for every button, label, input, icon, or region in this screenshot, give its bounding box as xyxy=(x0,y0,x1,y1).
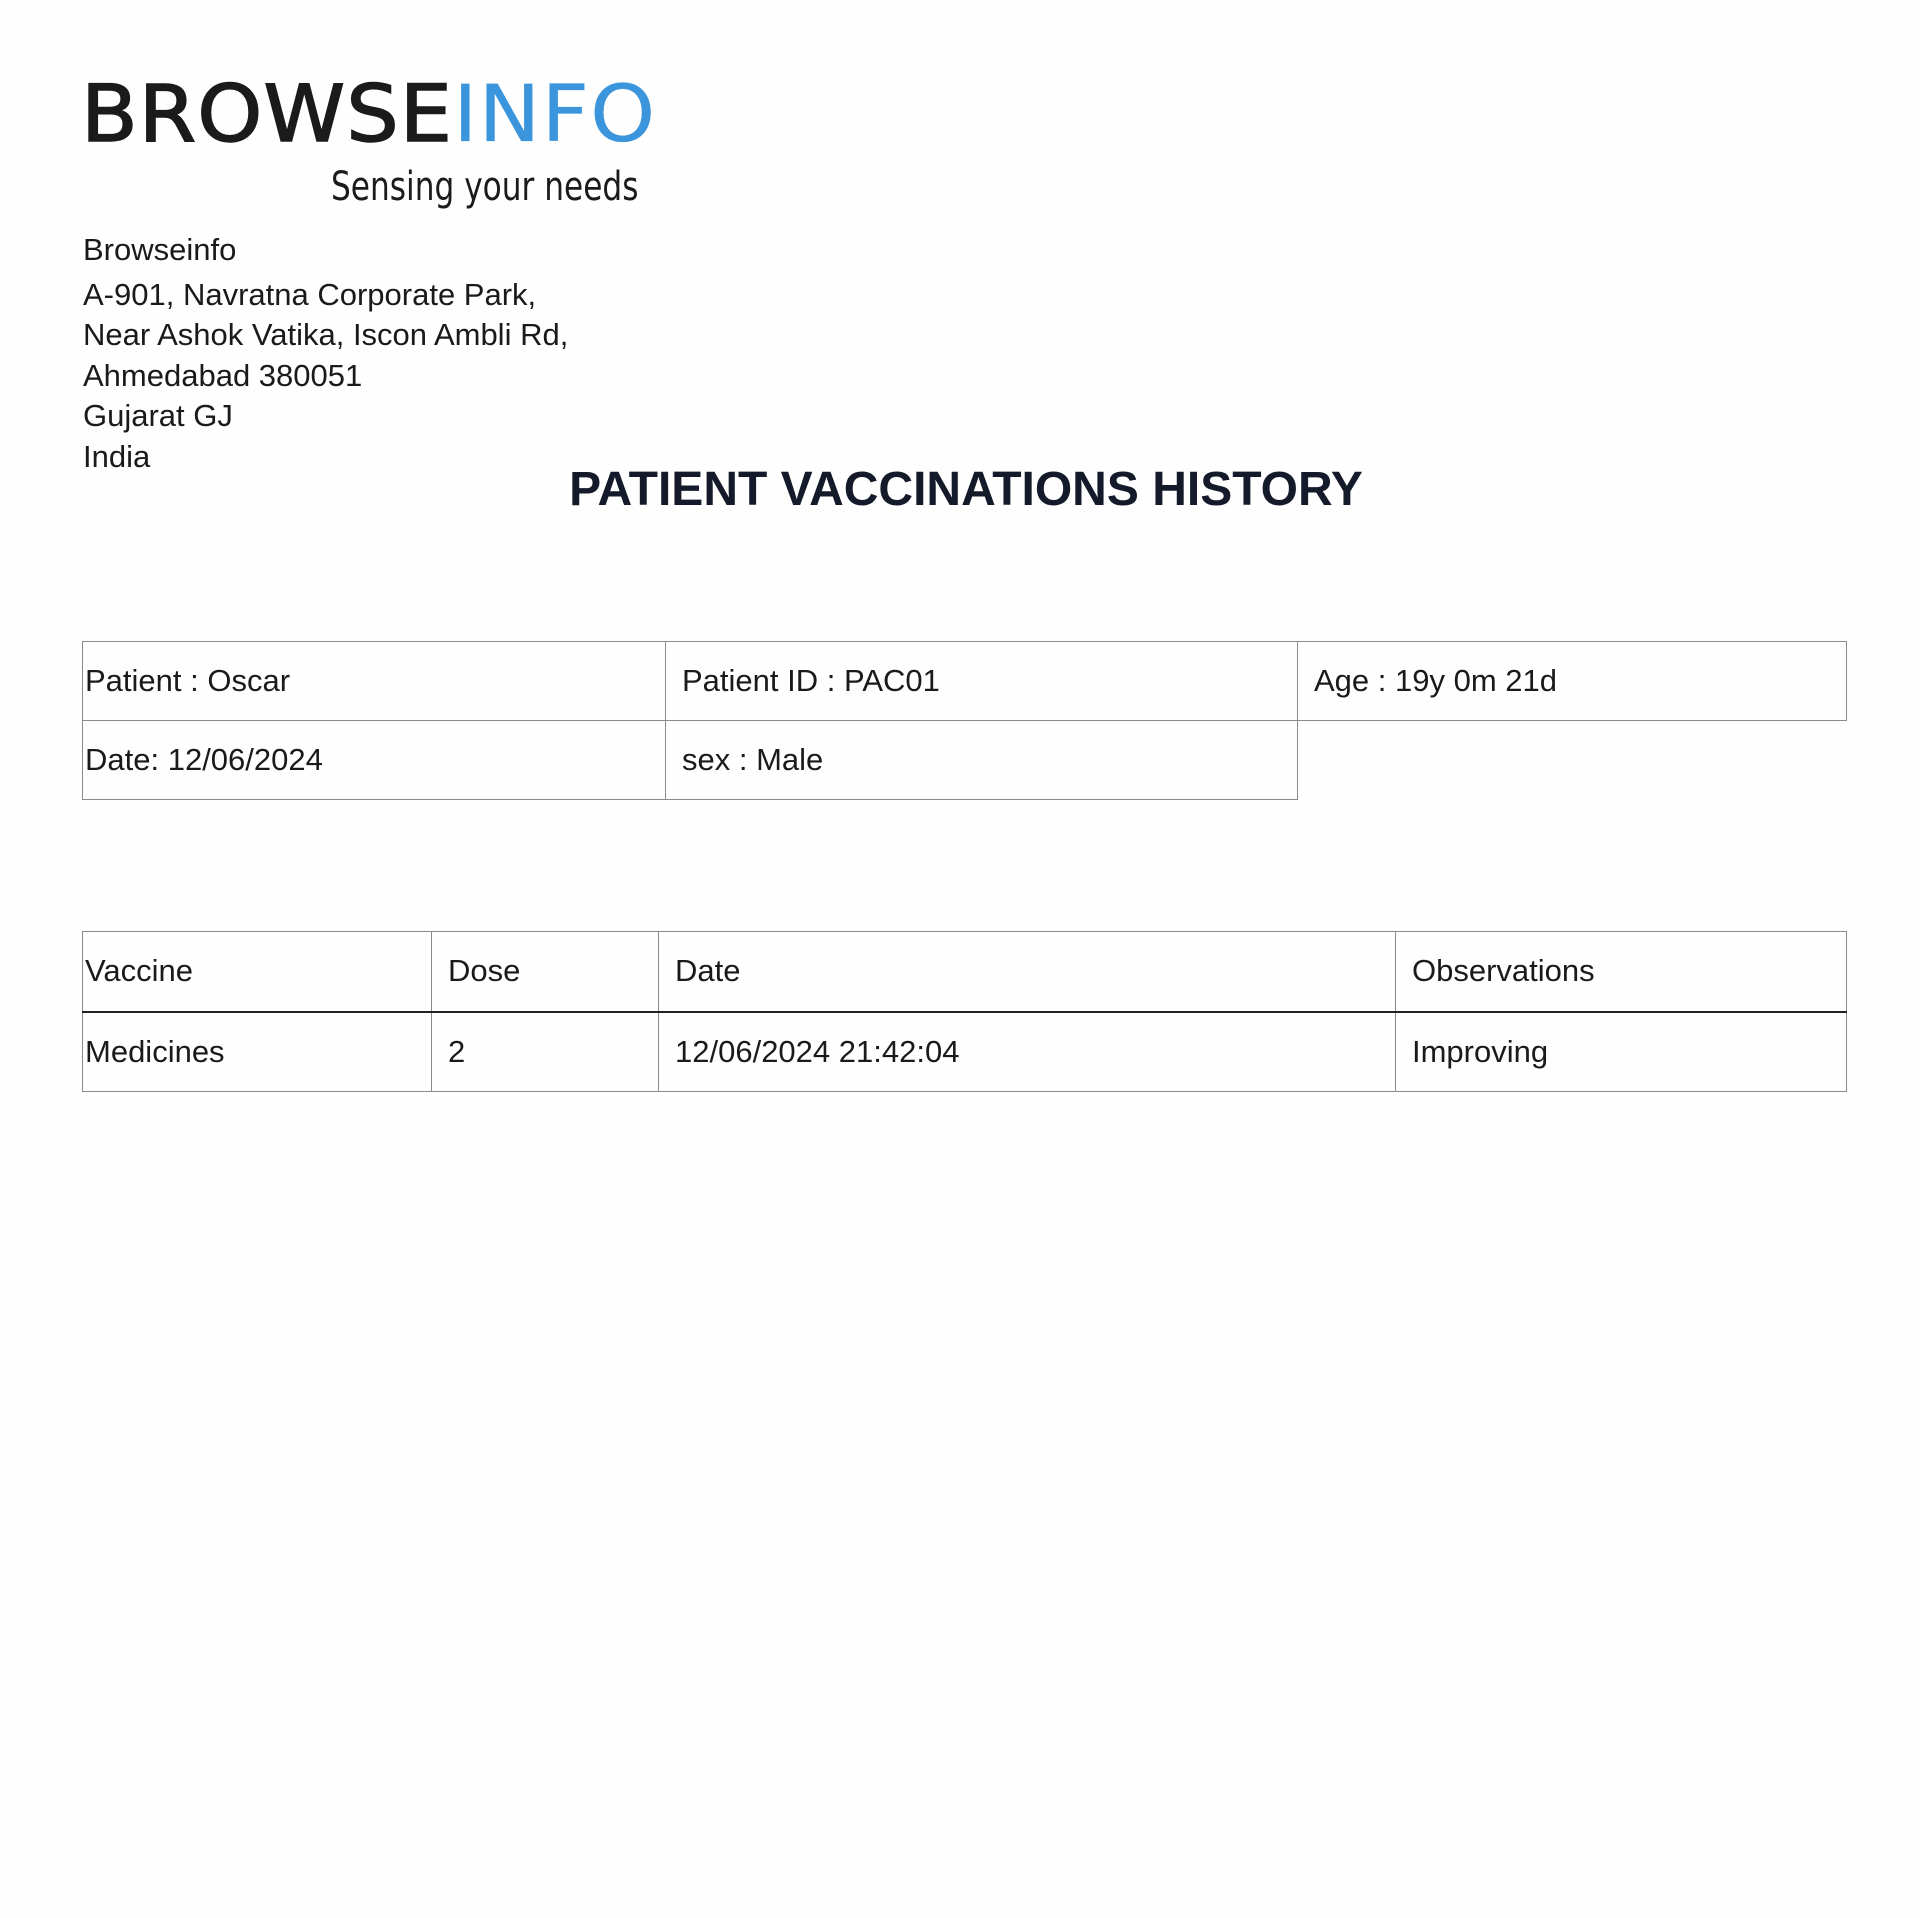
patient-id-cell: Patient ID : PAC01 xyxy=(666,642,1298,721)
page-title: PATIENT VACCINATIONS HISTORY xyxy=(569,463,1363,516)
table-row xyxy=(83,1012,1847,1092)
vaccinations-table xyxy=(82,931,1847,1092)
logo-word-dark: BROWSE xyxy=(81,70,454,160)
table-row xyxy=(83,642,1847,721)
address-line: India xyxy=(83,438,151,474)
company-name: Browseinfo xyxy=(83,232,237,267)
table-row xyxy=(83,721,1847,800)
patient-info-table xyxy=(82,641,1847,800)
column-header-vaccine: Vaccine xyxy=(83,932,432,1012)
table-header-row xyxy=(83,932,1847,1012)
dose-cell: 2 xyxy=(432,1012,659,1092)
observations-cell: Improving xyxy=(1396,1012,1847,1092)
address-line: Near Ashok Vatika, Iscon Ambli Rd, xyxy=(83,317,569,352)
company-address xyxy=(83,230,568,477)
empty-cell xyxy=(1298,721,1847,800)
address-line: A-901, Navratna Corporate Park, xyxy=(83,276,537,312)
patient-sex-cell: sex : Male xyxy=(666,721,1298,800)
logo-tagline: Sensing your needs xyxy=(331,164,639,210)
patient-name-cell: Patient : Oscar xyxy=(83,642,666,721)
date-cell: 12/06/2024 21:42:04 xyxy=(659,1012,1396,1092)
address-line: Ahmedabad 380051 xyxy=(83,357,363,393)
vaccine-cell: Medicines xyxy=(83,1012,432,1092)
column-header-date: Date xyxy=(659,932,1396,1012)
report-date-cell: Date: 12/06/2024 xyxy=(83,721,666,800)
logo-wordmark xyxy=(81,70,657,160)
column-header-dose: Dose xyxy=(432,932,659,1012)
address-line: Gujarat GJ xyxy=(83,398,233,433)
patient-age-cell: Age : 19y 0m 21d xyxy=(1298,642,1847,721)
logo-word-accent: INFO xyxy=(453,70,657,160)
company-logo xyxy=(81,70,657,216)
column-header-observations: Observations xyxy=(1396,932,1847,1012)
